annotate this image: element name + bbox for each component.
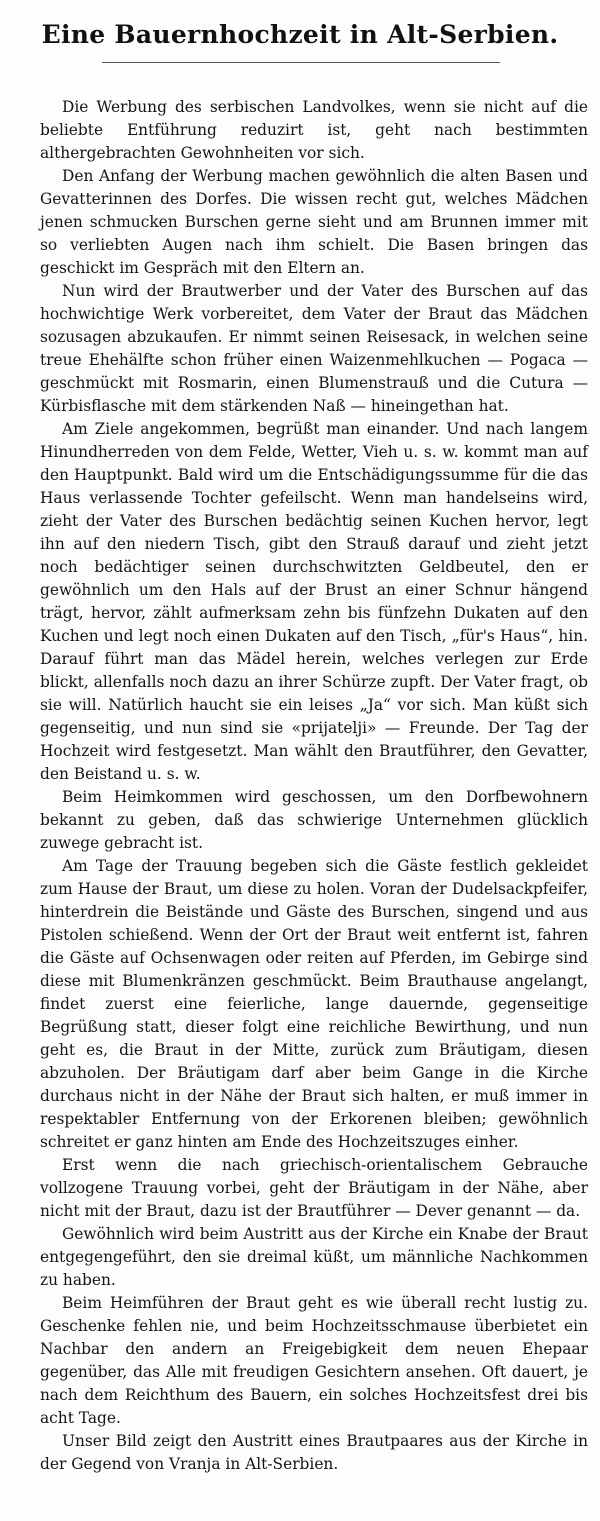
- title-underline: [102, 62, 500, 63]
- paragraph-austritt: Gewöhnlich wird beim Austritt aus der Kirche ein Knabe der Braut entgegengeführt, den sie dreimal küßt, um männliche Nachkommen zu haben.: [40, 1225, 588, 1289]
- paragraph-erst: Erst wenn die nach griechisch-orientalischem Gebrauche vollzogene Trauung vorbei, geht der Bräutigam in der Nähe, aber nicht mit der Braut, dazu ist der Brautführer — Dever genannt — da.: [40, 1156, 588, 1220]
- paragraph-heimfuehren: Beim Heimführen der Braut geht es wie überall recht lustig zu. Geschenke fehlen nie, und beim Hochzeitsschmause überbietet ein Nachbar den andern an Freigebigkeit dem neuen Ehepaar gegenüber, das Alle mit freudigen Gesichtern ansehen. Oft dauert, je nach dem Reichthum des Bauern, ein solches Hochzeitsfest drei bis acht Tage.: [40, 1294, 588, 1427]
- paragraph-anfang: Den Anfang der Werbung machen gewöhnlich die alten Basen und Gevatterinnen des Dorfes. Die wissen recht gut, welches Mädchen jenen schmucken Burschen gerne sieht und am Brunnen immer mit so verliebten Augen nach ihm schielt. Die Basen bringen das geschickt im Gespräch mit den Eltern an.: [40, 167, 588, 277]
- paragraph-werbung: Die Werbung des serbischen Landvolkes, wenn sie nicht auf die beliebte Entführung reduzirt ist, geht nach bestimmten althergebrachten Gewohnheiten vor sich.: [40, 98, 588, 162]
- paragraph-brautwerber: Nun wird der Brautwerber und der Vater des Burschen auf das hochwichtige Werk vorbereitet, dem Vater der Braut das Mädchen sozusagen abzukaufen. Er nimmt seinen Reisesack, in welchen seine treue Ehehälfte schon früher einen Waizenmehlkuchen — Pogaca — geschmückt mit Rosmarin, einen Blumenstrauß und die Cutura — Kürbisflasche mit dem stärkenden Naß — hineingethan hat.: [40, 282, 588, 415]
- article-body: [40, 96, 588, 1476]
- article-title: Eine Bauernhochzeit in Alt-Serbien.: [41, 20, 559, 49]
- paragraph-heimkommen: Beim Heimkommen wird geschossen, um den Dorfbewohnern bekannt zu geben, daß das schwierige Unternehmen glücklich zuwege gebracht ist.: [40, 788, 588, 852]
- paragraph-bild: Unser Bild zeigt den Austritt eines Brautpaares aus der Kirche in der Gegend von Vranja in Alt-Serbien.: [40, 1432, 588, 1473]
- paragraph-trauung: Am Tage der Trauung begeben sich die Gäste festlich gekleidet zum Hause der Braut, um diese zu holen. Voran der Dudelsackpfeifer, hinterdrein die Beistände und Gäste des Burschen, singend und aus Pistolen schießend. Wenn der Ort der Braut weit entfernt ist, fahren die Gäste auf Ochsenwagen oder reiten auf Pferden, im Gebirge sind diese mit Blumenkränzen geschmückt. Beim Brauthause angelangt, findet zuerst eine feierliche, lange dauernde, gegenseitige Begrüßung statt, dieser folgt eine reichliche Bewirthung, und nun geht es, die Braut in der Mitte, zurück zum Bräutigam, diesen abzuholen. Der Bräutigam darf aber beim Gange in die Kirche durchaus nicht in der Nähe der Braut sich halten, er muß immer in respektabler Entfernung von der Erkorenen bleiben; gewöhnlich schreitet er ganz hinten am Ende des Hochzeitszuges einher.: [40, 857, 588, 1151]
- paragraph-ziel: Am Ziele angekommen, begrüßt man einander. Und nach langem Hinundherreden von dem Felde, Wetter, Vieh u. s. w. kommt man auf den Hauptpunkt. Bald wird um die Entschädigungssumme für die das Haus verlassende Tochter gefeilscht. Wenn man handelseins wird, zieht der Vater des Burschen bedächtig seinen Kuchen hervor, legt ihn auf den niedern Tisch, gibt den Strauß darauf und zieht jetzt noch bedächtiger seinen durchschwitzten Geldbeutel, den er gewöhnlich um den Hals auf der Brust an einer Schnur hängend trägt, hervor, zählt aufmerksam zehn bis fünfzehn Dukaten auf den Kuchen und legt noch einen Dukaten auf den Tisch, „für's Haus“, hin. Darauf führt man das Mädel herein, welches verlegen zur Erde blickt, allenfalls noch dazu an ihrer Schürze zupft. Der Vater fragt, ob sie will. Natürlich haucht sie ein leises „Ja“ vor sich. Man küßt sich gegenseitig, und nun sind sie «prijatelji» — Freunde. Der Tag der Hochzeit wird festgesetzt. Man wählt den Brautführer, den Gevatter, den Beistand u. s. w.: [40, 420, 588, 783]
